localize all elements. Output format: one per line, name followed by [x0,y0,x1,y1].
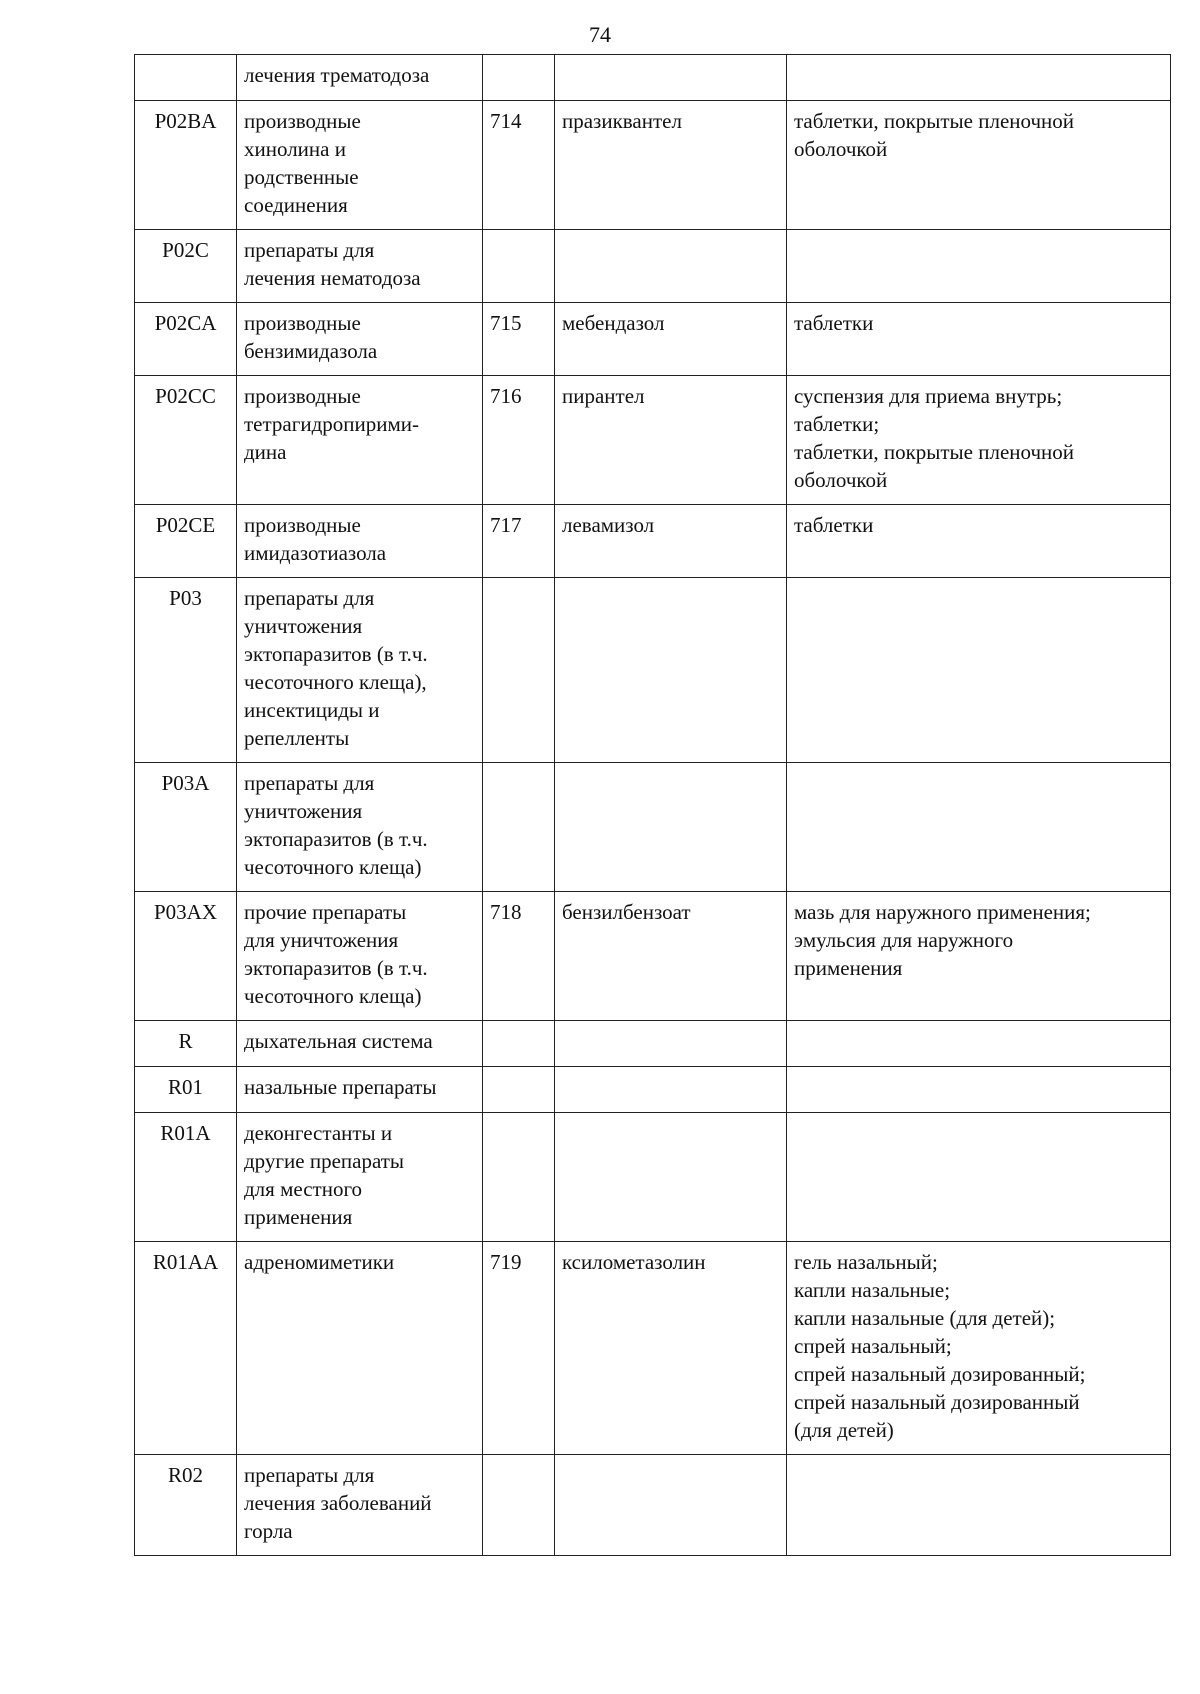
dosage-form-line: мазь для наружного применения; [794,900,1091,924]
group-name-line: лечения нематодоза [244,266,421,290]
group-name-line: эктопаразитов (в т.ч. [244,956,428,980]
dosage-form-line: таблетки, покрытые пленочной [794,109,1075,133]
group-name-line: уничтожения [244,614,363,638]
dosage-form-line: таблетки; [794,412,880,436]
dosage-form-line: капли назальные; [794,1278,951,1302]
drug-name-cell [555,55,787,101]
table-row [135,1113,1171,1242]
drug-name-cell [555,230,787,303]
group-name-line: чесоточного клеща) [244,984,422,1008]
table-row [135,303,1171,376]
group-name-line: производные [244,384,361,408]
group-name-line: производные [244,513,361,537]
group-name-cell [237,578,483,763]
group-name-line: производные [244,109,361,133]
group-name-cell [237,1455,483,1556]
table-row [135,1067,1171,1113]
group-name-line: репелленты [244,726,350,750]
dosage-forms-cell [787,505,1171,578]
drug-name-cell [555,1113,787,1242]
atc-code-cell: P02CC [135,376,237,505]
group-name-line: эктопаразитов (в т.ч. [244,827,428,851]
dosage-forms-cell [787,1113,1171,1242]
dosage-forms-cell [787,303,1171,376]
dosage-form-line: капли назальные (для детей); [794,1306,1056,1330]
group-name-line: для местного [244,1177,363,1201]
atc-code-cell: R [135,1021,237,1067]
dosage-forms-cell [787,1455,1171,1556]
item-number-cell [483,230,555,303]
dosage-form-line: таблетки [794,311,874,335]
dosage-form-line: (для детей) [794,1418,894,1442]
group-name-line: прочие препараты [244,900,407,924]
item-number-cell: 716 [483,376,555,505]
group-name-cell [237,1113,483,1242]
group-name-line: имидазотиазола [244,541,387,565]
drug-name-cell: мебендазол [555,303,787,376]
group-name-line: дина [244,440,287,464]
item-number-cell [483,1455,555,1556]
dosage-forms-cell [787,1067,1171,1113]
item-number-cell: 719 [483,1242,555,1455]
group-name-cell [237,1067,483,1113]
dosage-forms-cell [787,578,1171,763]
drug-name-cell: левамизол [555,505,787,578]
table-row [135,1455,1171,1556]
item-number-cell [483,1021,555,1067]
group-name-line: препараты для [244,771,375,795]
group-name-cell [237,505,483,578]
table-row [135,230,1171,303]
drug-name-cell: бензилбензоат [555,892,787,1021]
atc-code-cell: P02CE [135,505,237,578]
dosage-forms-cell [787,55,1171,101]
atc-code-cell: P03 [135,578,237,763]
group-name-line: горла [244,1519,293,1543]
group-name-line: для уничтожения [244,928,399,952]
table-row [135,763,1171,892]
dosage-forms-cell [787,892,1171,1021]
atc-code-cell: R01A [135,1113,237,1242]
group-name-cell [237,303,483,376]
dosage-form-line: таблетки, покрытые пленочной [794,440,1075,464]
group-name-line: дыхательная система [244,1029,433,1053]
atc-code-cell: P03A [135,763,237,892]
group-name-cell [237,230,483,303]
group-name-cell [237,1021,483,1067]
group-name-cell [237,1242,483,1455]
dosage-form-line: спрей назальный дозированный; [794,1362,1086,1386]
group-name-line: тетрагидропирими- [244,412,420,436]
table-row [135,101,1171,230]
group-name-line: другие препараты [244,1149,405,1173]
drug-name-cell [555,1455,787,1556]
item-number-cell: 715 [483,303,555,376]
table-row [135,376,1171,505]
group-name-cell [237,892,483,1021]
group-name-cell [237,101,483,230]
page-number: 74 [589,22,611,47]
group-name-line: лечения трематодоза [244,63,430,87]
table-body [135,55,1171,1556]
table-row [135,1242,1171,1455]
item-number-cell [483,55,555,101]
group-name-line: применения [244,1205,353,1229]
atc-code-cell: P02CA [135,303,237,376]
item-number-cell [483,1113,555,1242]
drug-name-cell [555,578,787,763]
dosage-form-line: эмульсия для наружного [794,928,1014,952]
atc-code-cell: R01AA [135,1242,237,1455]
drug-name-cell: ксилометазолин [555,1242,787,1455]
dosage-forms-cell [787,1242,1171,1455]
atc-code-cell: R01 [135,1067,237,1113]
item-number-cell [483,763,555,892]
group-name-line: чесоточного клеща) [244,855,422,879]
group-name-line: эктопаразитов (в т.ч. [244,642,428,666]
group-name-line: назальные препараты [244,1075,437,1099]
drug-name-cell: пирантел [555,376,787,505]
dosage-form-line: спрей назальный дозированный [794,1390,1080,1414]
drug-name-cell [555,1021,787,1067]
group-name-line: препараты для [244,586,375,610]
table-row [135,55,1171,101]
drug-name-cell: празиквантел [555,101,787,230]
table-row [135,578,1171,763]
atc-code-cell: R02 [135,1455,237,1556]
dosage-form-line: оболочкой [794,137,888,161]
group-name-line: лечения заболеваний [244,1491,432,1515]
item-number-cell: 718 [483,892,555,1021]
atc-code-cell: P02BA [135,101,237,230]
table-row [135,892,1171,1021]
table-row [135,505,1171,578]
atc-code-cell [135,55,237,101]
dosage-form-line: применения [794,956,903,980]
drug-classification-table [134,54,1171,1556]
group-name-line: уничтожения [244,799,363,823]
dosage-form-line: суспензия для приема внутрь; [794,384,1063,408]
item-number-cell: 714 [483,101,555,230]
dosage-form-line: спрей назальный; [794,1334,952,1358]
group-name-line: деконгестанты и [244,1121,393,1145]
dosage-form-line: оболочкой [794,468,888,492]
group-name-line: родственные [244,165,359,189]
group-name-line: производные [244,311,361,335]
group-name-line: чесоточного клеща), [244,670,427,694]
group-name-line: инсектициды и [244,698,380,722]
dosage-forms-cell [787,230,1171,303]
dosage-forms-cell [787,101,1171,230]
item-number-cell [483,1067,555,1113]
group-name-line: препараты для [244,238,375,262]
dosage-form-line: таблетки [794,513,874,537]
drug-name-cell [555,1067,787,1113]
group-name-cell [237,376,483,505]
dosage-forms-cell [787,1021,1171,1067]
group-name-cell [237,55,483,101]
group-name-line: адреномиметики [244,1250,395,1274]
dosage-form-line: гель назальный; [794,1250,938,1274]
item-number-cell [483,578,555,763]
group-name-line: хинолина и [244,137,346,161]
group-name-line: соединения [244,193,348,217]
table-row [135,1021,1171,1067]
group-name-line: препараты для [244,1463,375,1487]
drug-name-cell [555,763,787,892]
item-number-cell: 717 [483,505,555,578]
group-name-line: бензимидазола [244,339,378,363]
atc-code-cell: P02C [135,230,237,303]
dosage-forms-cell [787,376,1171,505]
dosage-forms-cell [787,763,1171,892]
group-name-cell [237,763,483,892]
atc-code-cell: P03AX [135,892,237,1021]
